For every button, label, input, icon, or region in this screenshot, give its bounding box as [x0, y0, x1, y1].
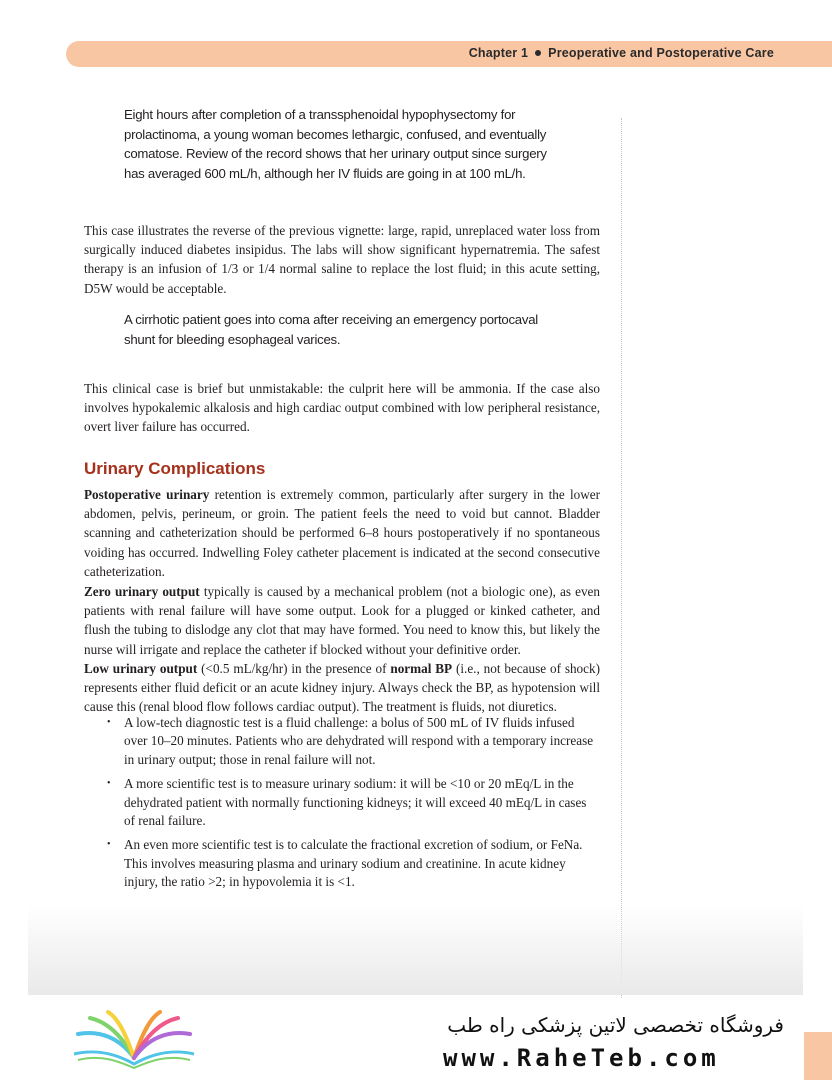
list-item: [104, 836, 600, 891]
running-header: [66, 41, 832, 67]
bullet-list: [104, 714, 600, 898]
store-name: فروشگاه تخصصی لاتین پزشکی راه طب: [447, 1013, 784, 1037]
paragraph-text: retention is extremely common, particularly after surgery in the lower abdomen, pelvis, perineum, or groin. The patient feels the need to void but cannot. Bladder scanning and catheterization should be performed 6–8 hours postoperatively if no spontaneous voiding has occurred. Indwelling Foley catheter placement is indicated at the second consecutive catheterization.: [84, 487, 600, 579]
chapter-label: Chapter 1: [468, 46, 529, 60]
paragraph-text: (i.e., not because of shock) represents either fluid deficit or an acute kidney injury. Always check the BP, as hypotension will cause this (renal blood flow follows cardiac output). The treatment is fluids, not diuretics.: [84, 661, 600, 715]
paragraph-diabetes-insipidus: This case illustrates the reverse of the previous vignette: large, rapid, unreplaced water loss from surgically induced diabetes insipidus. The labs will show significant hypernatremia. The safest therapy is an infusion of 1/3 or 1/4 normal saline to replace the lost fluid; in this acute setting, D5W would be acceptable.: [84, 223, 600, 296]
paragraph-zero-output: [84, 582, 600, 659]
bullet-separator-icon: [535, 50, 541, 56]
term-postoperative-urinary: Postoperative urinary: [84, 487, 210, 502]
bullet-icon: •: [107, 717, 111, 728]
case-vignette-2: A cirrhotic patient goes into coma after receiving an emergency portocaval shunt for bleeding esophageal varices.: [124, 312, 538, 347]
page-edge-tab: [804, 1032, 832, 1080]
paragraph-urinary-retention: [84, 485, 600, 581]
open-book-rainbow-logo-icon: [70, 1008, 198, 1072]
header-text: [469, 46, 774, 60]
paragraph-text: (<0.5 mL/kg/hr) in the presence of: [197, 661, 391, 676]
bullet-icon: •: [107, 839, 111, 851]
term-zero-urinary-output: Zero urinary output: [84, 584, 200, 599]
list-item: [104, 714, 600, 769]
term-low-urinary-output: Low urinary output: [84, 661, 198, 676]
paragraph-text: typically is caused by a mechanical problem (not a biologic one), as even patients with renal failure will have some output. Look for a plugged or kinked catheter, and flush the tubing to dislodge any clot that may have formed. You need to know this, but likely the nurse will irrigate and replace the catheter if blocked without your definitive order.: [84, 584, 600, 657]
list-item-text: A low-tech diagnostic test is a fluid challenge: a bolus of 500 mL of IV fluids infused over 10–20 minutes. Patients who are dehydrated will respond with a temporary increase in urinary output; those in renal failure will not.: [124, 715, 594, 767]
website-link[interactable]: www.RaheTeb.com: [443, 1044, 720, 1072]
list-item: [104, 775, 600, 830]
paragraph-low-output: [84, 659, 600, 717]
margin-divider: [621, 118, 622, 998]
case-vignette-1: Eight hours after completion of a transsphenoidal hypophysectomy for prolactinoma, a young woman becomes lethargic, confused, and eventually comatose. Review of the record shows that her urinary output since surgery has averaged 600 mL/h, although her IV fluids are going in at 100 mL/h.: [124, 107, 547, 181]
bullet-icon: •: [107, 778, 111, 790]
section-heading: Urinary Complications: [84, 459, 266, 478]
section-title: Preoperative and Postoperative Care: [548, 46, 774, 60]
term-normal-bp: normal BP: [390, 661, 453, 676]
list-item-text: An even more scientific test is to calculate the fractional excretion of sodium, or FeNa. This involves measuring plasma and urinary sodium and creatinine. In acute kidney injury, the ratio >2; in hypovolemia it is <1.: [124, 837, 583, 890]
page-bottom-shadow: [28, 905, 803, 995]
paragraph-ammonia: This clinical case is brief but unmistakable: the culprit here will be ammonia. If the case also involves hypokalemic alkalosis and high cardiac output combined with low peripheral resistance, overt liver failure has occurred.: [84, 381, 600, 435]
list-item-text: A more scientific test is to measure urinary sodium: it will be <10 or 20 mEq/L in the dehydrated patient with normally functioning kidneys; it will exceed 40 mEq/L in cases of renal failure.: [124, 776, 587, 829]
